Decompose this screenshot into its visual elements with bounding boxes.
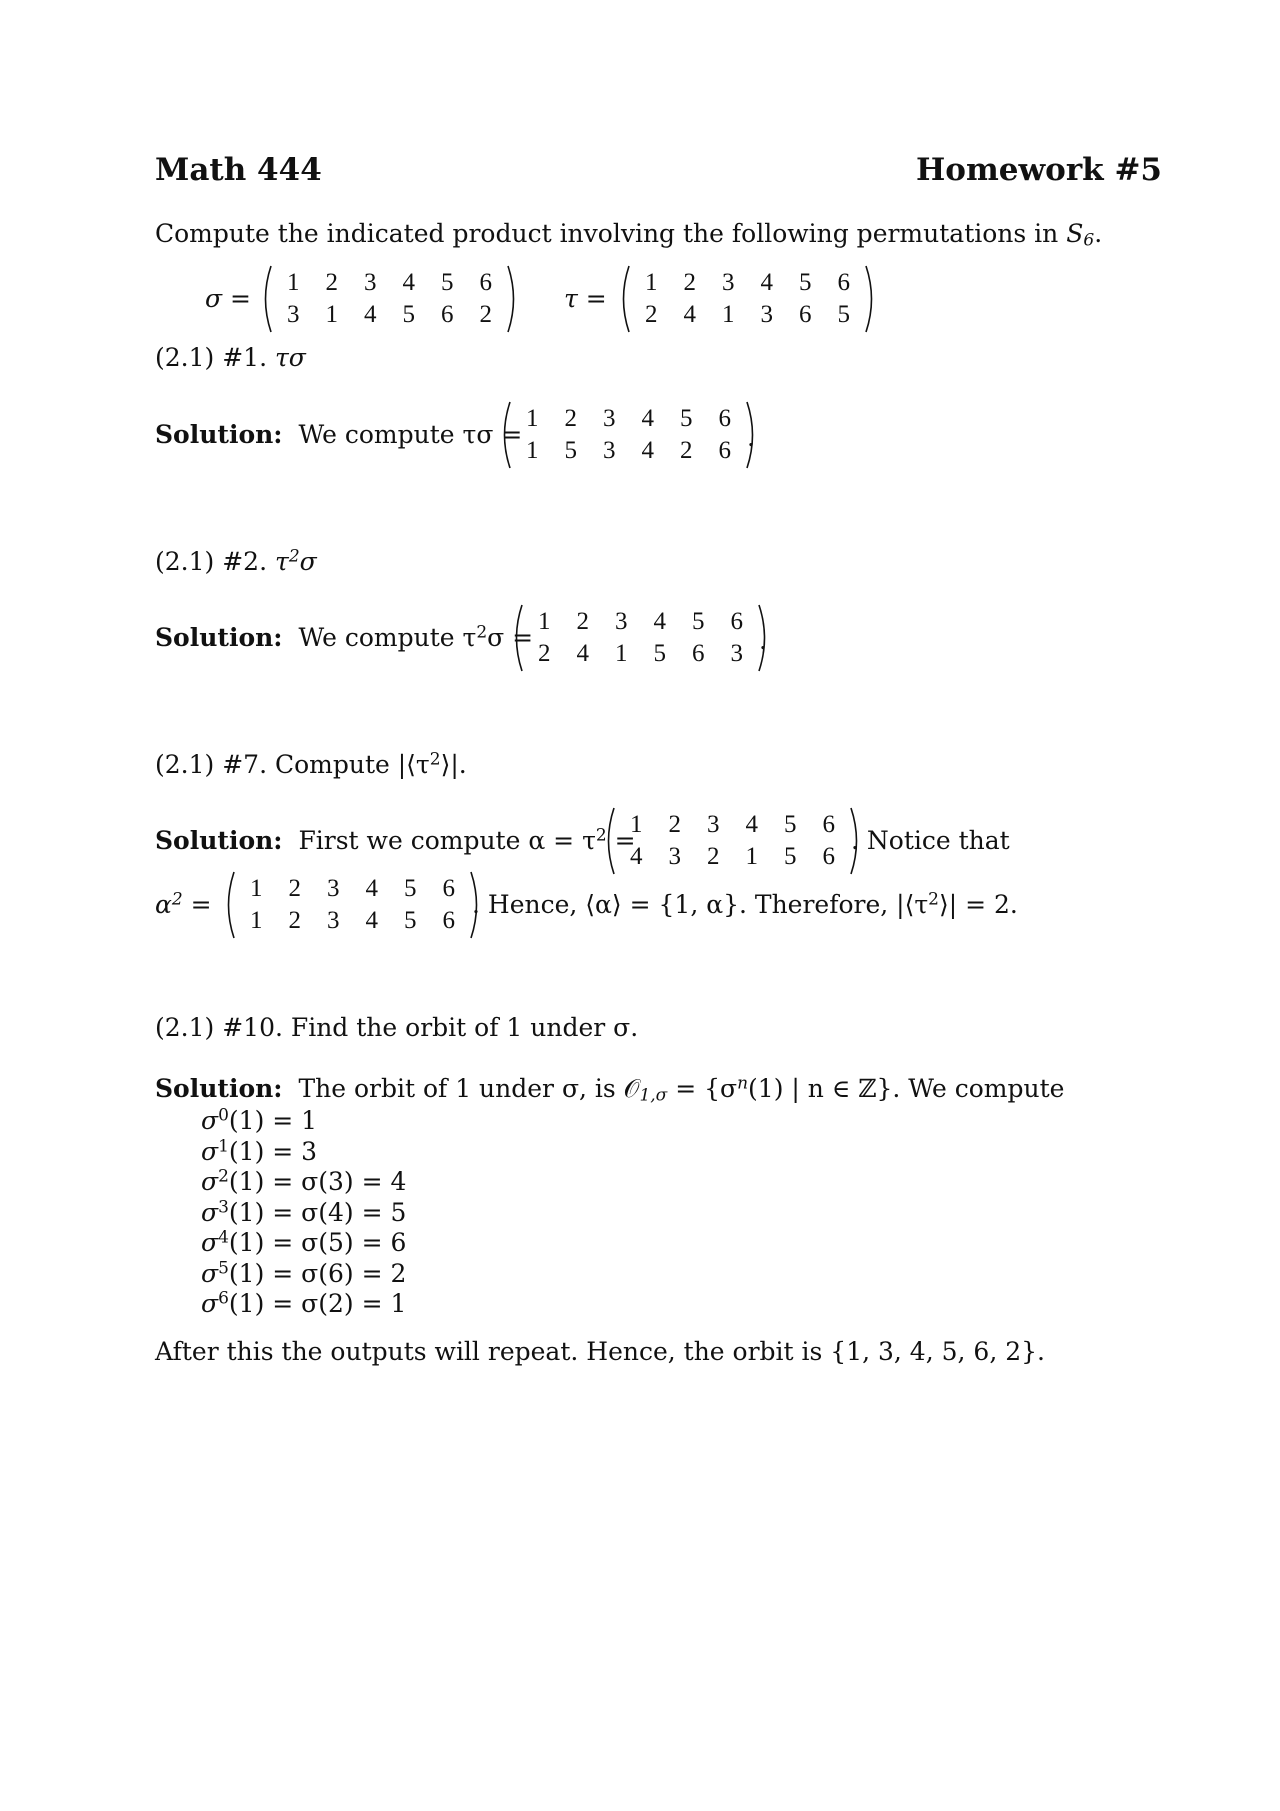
matrix-cell: 2 <box>668 811 681 838</box>
matrix-rows <box>274 267 505 331</box>
orbit-line <box>201 1259 406 1290</box>
matrix-cell: 2 <box>683 269 696 296</box>
matrix-cell: 4 <box>641 405 654 432</box>
matrix-cell: 3 <box>364 269 377 296</box>
matrix-cell: 5 <box>402 301 415 328</box>
solution-text-a: The orbit of 1 under σ, is 𝒪 <box>298 1074 640 1103</box>
problem-1-expression: τσ <box>274 343 306 372</box>
matrix-cell: 2 <box>707 843 720 870</box>
orbit-line-exponent: 1 <box>218 1136 229 1156</box>
orbit-line-exponent: 0 <box>218 1105 229 1126</box>
matrix-rows <box>513 403 744 467</box>
matrix-cell: 2 <box>288 907 301 934</box>
matrix-cell: 3 <box>722 269 735 296</box>
orbit-line <box>201 1289 406 1320</box>
solution-label: Solution: <box>155 420 283 449</box>
orbit-line <box>201 1137 406 1168</box>
orbit-line-exponent: 4 <box>218 1227 229 1248</box>
matrix-cell: 6 <box>837 269 850 296</box>
left-paren <box>616 264 632 334</box>
orbit-line-base: σ <box>201 1197 219 1227</box>
matrix-bottom-row <box>513 435 744 467</box>
matrix-cell: 5 <box>441 269 454 296</box>
matrix-cell: 6 <box>718 437 731 464</box>
problem-1-solution <box>155 420 522 450</box>
conclusion-7-text-b: ⟩| = 2. <box>939 890 1018 919</box>
orbit-line <box>201 1228 406 1259</box>
matrix-cell: 1 <box>325 301 338 328</box>
matrix-cell: 3 <box>615 608 628 635</box>
conclusion-7-text-a: . Hence, ⟨α⟩ = {1, α}. Therefore, |⟨τ <box>472 890 929 919</box>
solution-text-b: = <box>606 826 636 855</box>
matrix-cell: 6 <box>822 811 835 838</box>
orbit-line <box>201 1167 406 1198</box>
matrix-cell: 5 <box>692 608 705 635</box>
orbit-line-exponent: 2 <box>218 1166 229 1187</box>
matrix-cell: 1 <box>745 843 758 870</box>
matrix-cell: 5 <box>564 437 577 464</box>
matrix-cell: 1 <box>526 405 539 432</box>
matrix-cell: 3 <box>603 405 616 432</box>
course-title: Math 444 <box>155 152 322 188</box>
matrix-cell: 4 <box>760 269 773 296</box>
matrix-top-row <box>525 606 756 638</box>
problem-2-number: (2.1) #2. <box>155 547 275 576</box>
orbit-line-exponent: 5 <box>218 1258 229 1278</box>
orbit-line-rest: (1) = 3 <box>228 1136 318 1166</box>
matrix-cell: 2 <box>645 301 658 328</box>
notice-text: . Notice that <box>851 826 1010 855</box>
orbit-line-rest: (1) = 1 <box>228 1106 318 1135</box>
solution-label: Solution: <box>155 1074 283 1103</box>
problem-2-period: . <box>759 626 767 655</box>
expr-base: τ <box>274 547 289 576</box>
alpha-squared-matrix <box>221 870 484 940</box>
intro-sentence: Compute the indicated product involving the following permutations in <box>155 219 1067 248</box>
solution-label: Solution: <box>155 623 283 652</box>
matrix-cell: 2 <box>479 301 492 328</box>
solution-text-c: (1) | n ∈ ℤ}. We compute <box>748 1074 1065 1103</box>
matrix-cell: 5 <box>404 875 417 902</box>
matrix-cell: 1 <box>615 640 628 667</box>
matrix-cell: 2 <box>564 405 577 432</box>
sigma-matrix <box>258 264 521 334</box>
matrix-cell: 1 <box>287 269 300 296</box>
matrix-cell: 1 <box>526 437 539 464</box>
alpha-matrix <box>601 806 864 876</box>
solution-sup: n <box>737 1073 749 1094</box>
matrix-cell: 4 <box>683 301 696 328</box>
matrix-cell: 4 <box>576 640 589 667</box>
matrix-cell: 4 <box>402 269 415 296</box>
matrix-cell: 3 <box>730 640 743 667</box>
problem-7-text-a: (2.1) #7. Compute |⟨τ <box>155 750 430 779</box>
matrix-cell: 6 <box>718 405 731 432</box>
solution-sup: 2 <box>476 622 488 643</box>
matrix-top-row <box>237 873 468 905</box>
problem-7-sup: 2 <box>429 749 441 770</box>
orbit-line-base: σ <box>201 1228 219 1257</box>
matrix-cell: 5 <box>653 640 666 667</box>
matrix-cell: 1 <box>645 269 658 296</box>
tau-matrix <box>616 264 879 334</box>
orbit-line-exponent: 6 <box>218 1288 229 1309</box>
problem-1-period: . <box>747 423 755 452</box>
matrix-cell: 4 <box>365 875 378 902</box>
matrix-cell: 6 <box>441 301 454 328</box>
left-paren <box>258 264 274 334</box>
matrix-bottom-row <box>274 299 505 331</box>
alpha-eq: = <box>182 890 212 919</box>
alpha-squared-lhs <box>155 890 212 920</box>
problem-2-solution <box>155 623 533 653</box>
matrix-cell: 4 <box>745 811 758 838</box>
matrix-top-row <box>513 403 744 435</box>
matrix-bottom-row <box>632 299 863 331</box>
matrix-cell: 5 <box>784 811 797 838</box>
matrix-cell: 3 <box>327 875 340 902</box>
matrix-cell: 3 <box>668 843 681 870</box>
solution-text-b: = {σ <box>667 1074 738 1103</box>
matrix-cell: 6 <box>442 875 455 902</box>
matrix-cell: 3 <box>327 907 340 934</box>
problem-2-result-matrix <box>509 603 772 673</box>
matrix-rows <box>617 809 848 873</box>
matrix-cell: 1 <box>630 811 643 838</box>
orbit-line-rest: (1) = σ(4) = 5 <box>228 1197 407 1227</box>
matrix-cell: 4 <box>630 843 643 870</box>
matrix-cell: 6 <box>442 907 455 934</box>
matrix-cell: 1 <box>250 907 263 934</box>
orbit-line-base: σ <box>201 1167 219 1196</box>
orbit-line-base: σ <box>201 1106 219 1135</box>
matrix-cell: 1 <box>722 301 735 328</box>
solution-label: Solution: <box>155 826 283 855</box>
solution-text-a: First we compute α = τ <box>298 826 596 855</box>
orbit-line-base: σ <box>201 1136 219 1166</box>
solution-sup: 2 <box>595 825 607 846</box>
matrix-cell: 4 <box>364 301 377 328</box>
problem-7-solution <box>155 826 636 856</box>
problem-7-label <box>155 750 467 780</box>
matrix-cell: 4 <box>653 608 666 635</box>
intro-text <box>155 219 1102 249</box>
group-subscript: 6 <box>1083 230 1095 251</box>
matrix-cell: 6 <box>822 843 835 870</box>
matrix-cell: 2 <box>538 640 551 667</box>
orbit-line-rest: (1) = σ(6) = 2 <box>228 1258 407 1288</box>
matrix-cell: 5 <box>784 843 797 870</box>
problem-2-label <box>155 547 317 577</box>
matrix-cell: 6 <box>799 301 812 328</box>
matrix-top-row <box>274 267 505 299</box>
problem-10-solution <box>155 1074 1064 1104</box>
matrix-cell: 1 <box>250 875 263 902</box>
problem-10-conclusion: After this the outputs will repeat. Hence, the orbit is {1, 3, 4, 5, 6, 2}. <box>155 1337 1045 1366</box>
left-paren <box>601 806 617 876</box>
matrix-cell: 5 <box>404 907 417 934</box>
matrix-cell: 2 <box>576 608 589 635</box>
orbit-line-base: σ <box>201 1258 219 1288</box>
matrix-cell: 4 <box>641 437 654 464</box>
matrix-rows <box>525 606 756 670</box>
conclusion-7-sup: 2 <box>928 889 939 910</box>
alpha-sup: 2 <box>171 889 183 910</box>
solution-text-a: We compute τ <box>298 623 477 652</box>
matrix-top-row <box>632 267 863 299</box>
matrix-cell: 2 <box>325 269 338 296</box>
group-base: S <box>1066 219 1084 248</box>
matrix-cell: 3 <box>287 301 300 328</box>
group-symbol <box>1066 219 1095 251</box>
left-paren <box>509 603 525 673</box>
problem-1-label <box>155 343 306 373</box>
right-paren <box>863 264 879 334</box>
matrix-top-row <box>617 809 848 841</box>
orbit-line-rest: (1) = σ(5) = 6 <box>228 1228 407 1257</box>
matrix-cell: 3 <box>760 301 773 328</box>
tau-lhs: τ = <box>564 284 607 313</box>
solution-sub: 1,σ <box>639 1085 668 1106</box>
matrix-cell: 4 <box>365 907 378 934</box>
orbit-line-base: σ <box>201 1289 219 1318</box>
matrix-cell: 5 <box>837 301 850 328</box>
assignment-title: Homework #5 <box>915 152 1162 188</box>
matrix-bottom-row <box>617 841 848 873</box>
matrix-cell: 1 <box>538 608 551 635</box>
matrix-cell: 3 <box>603 437 616 464</box>
matrix-cell: 2 <box>288 875 301 902</box>
matrix-cell: 5 <box>680 405 693 432</box>
problem-2-expression <box>275 547 317 576</box>
matrix-bottom-row <box>237 905 468 937</box>
left-paren <box>497 400 513 470</box>
matrix-cell: 3 <box>707 811 720 838</box>
sigma-lhs: σ = <box>205 284 251 313</box>
left-paren <box>221 870 237 940</box>
expr-sup: 2 <box>288 546 300 567</box>
matrix-rows <box>632 267 863 331</box>
problem-10-label: (2.1) #10. Find the orbit of 1 under σ. <box>155 1013 639 1042</box>
orbit-line-rest: (1) = σ(3) = 4 <box>228 1167 407 1196</box>
expr-tail: σ <box>299 547 317 576</box>
orbit-computation-list <box>201 1106 406 1320</box>
problem-1-result-matrix <box>497 400 760 470</box>
matrix-cell: 6 <box>692 640 705 667</box>
problem-7-text-b: ⟩|. <box>440 750 467 779</box>
matrix-cell: 2 <box>680 437 693 464</box>
intro-end: . <box>1094 219 1103 248</box>
matrix-cell: 6 <box>730 608 743 635</box>
orbit-line-rest: (1) = σ(2) = 1 <box>228 1289 407 1318</box>
matrix-cell: 6 <box>479 269 492 296</box>
orbit-line <box>201 1198 406 1229</box>
conclusion-7 <box>472 890 1018 920</box>
right-paren <box>505 264 521 334</box>
solution-text: We compute τσ = <box>298 420 523 449</box>
matrix-cell: 5 <box>799 269 812 296</box>
orbit-line <box>201 1106 406 1137</box>
solution-text-b: σ = <box>487 623 534 652</box>
alpha-base: α <box>155 890 172 919</box>
problem-1-number: (2.1) #1. <box>155 343 275 372</box>
matrix-rows <box>237 873 468 937</box>
matrix-bottom-row <box>525 638 756 670</box>
orbit-line-exponent: 3 <box>218 1197 229 1217</box>
